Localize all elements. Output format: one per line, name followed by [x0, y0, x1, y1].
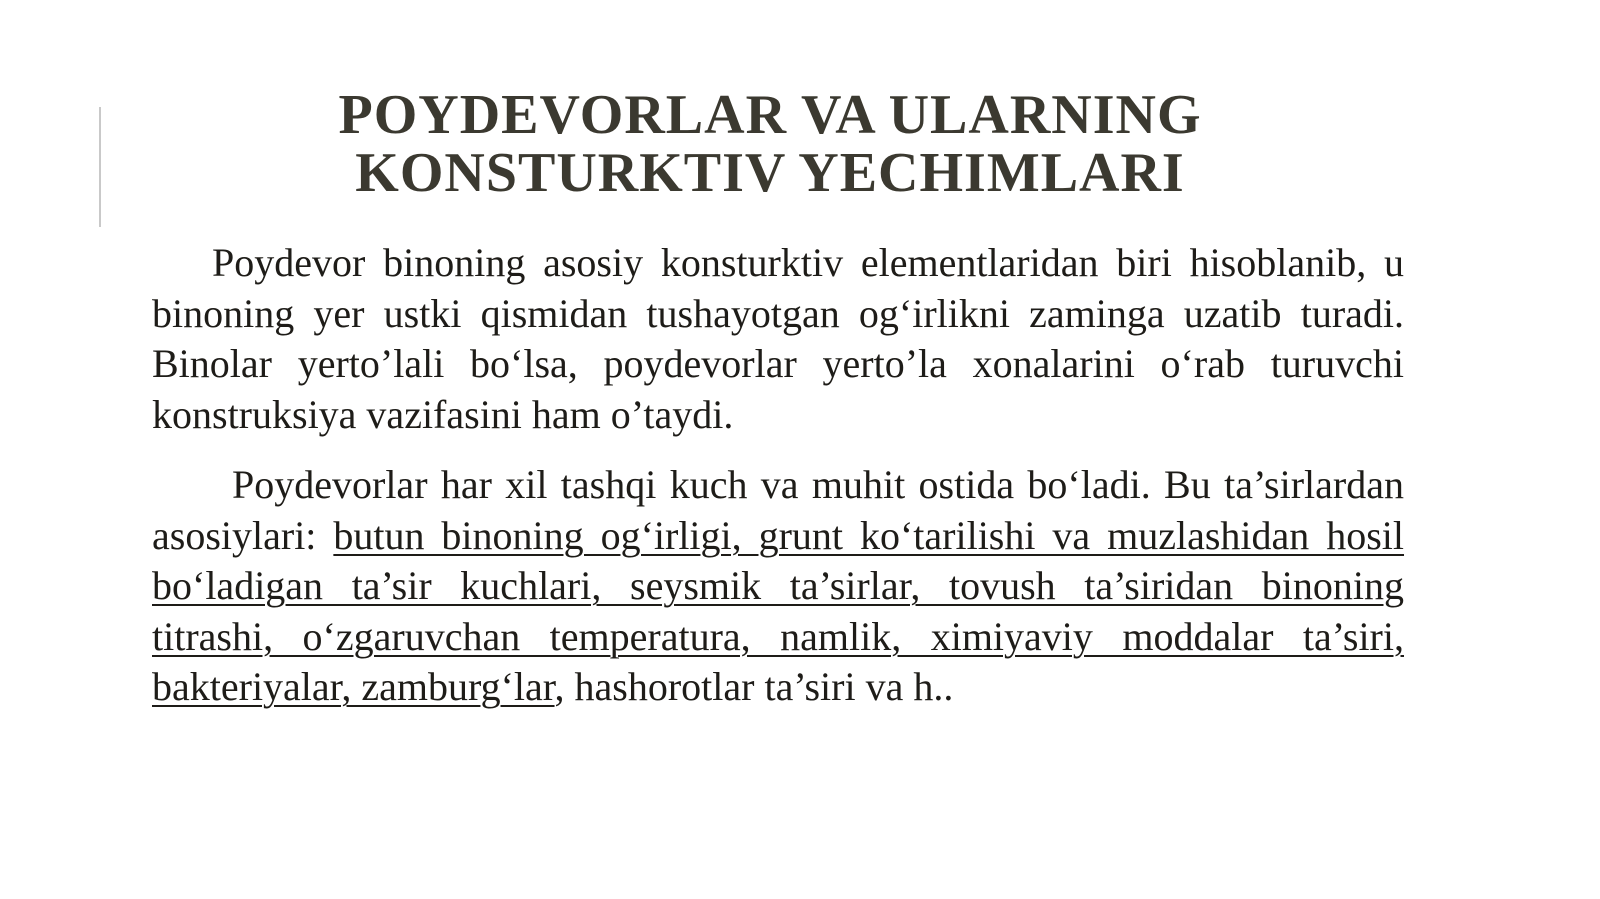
- paragraph-2-intro: Poydevorlar har xil tashqi kuch va muhit ostida bo‘ladi. Bu ta’sirlardan asosiylari:: [152, 462, 1404, 558]
- slide-accent-bar: [99, 107, 101, 227]
- paragraph-2-tail: , hashorotlar ta’siri va h..: [554, 664, 954, 709]
- slide-body: [152, 238, 1404, 713]
- paragraph-2: [152, 460, 1404, 713]
- paragraph-1: Poydevor binoning asosiy konsturktiv elementlaridan biri hisoblanib, u binoning yer ustki qismidan tushayotgan og‘irlikni zaminga uzatib turadi. Binolar yerto’lali bo‘lsa, poydevorlar yerto’la xonalarini o‘rab turuvchi konstruksiya vazifasini ham o’taydi.: [152, 240, 1404, 437]
- slide-title: [200, 86, 1340, 202]
- paragraph-2-underlined-list: butun binoning og‘irligi, grunt ko‘tarilishi va muzlashidan hosil bo‘ladigan ta’sir kuchlari, seysmik ta’sirlar, tovush ta’siridan binoning titrashi, o‘zgaruvchan temperatura, namlik, ximiyaviy moddalar ta’siri, bakteriyalar, zamburg‘lar: [152, 512, 1405, 709]
- title-line-2: KONSTURKTIV YECHIMLARI: [355, 142, 1185, 204]
- title-line-1: POYDEVORLAR VA ULARNING: [338, 84, 1202, 146]
